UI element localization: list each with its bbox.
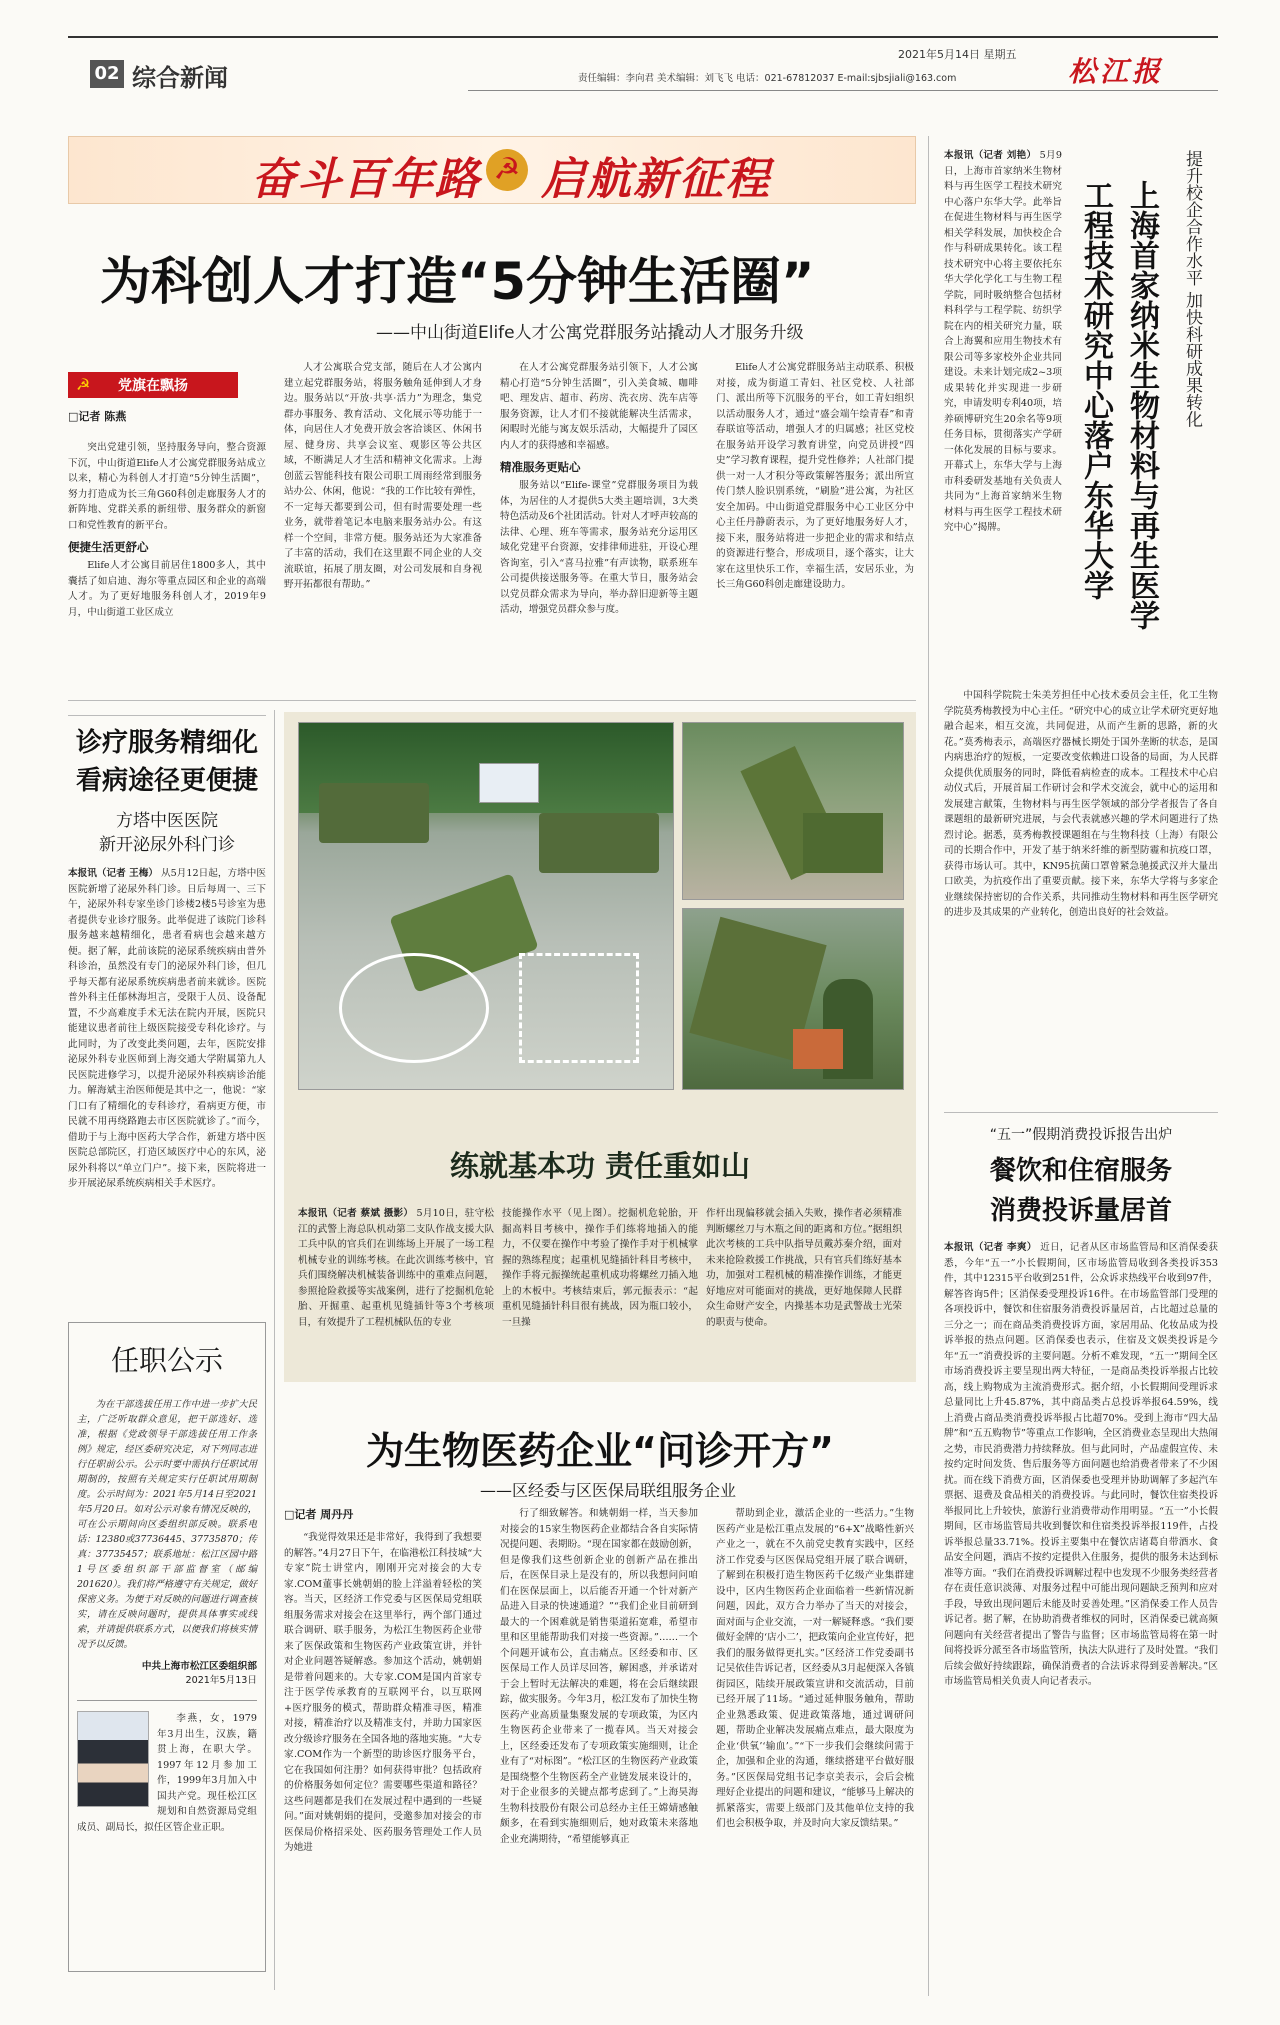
military-headline: 练就基本功 责任重如山 (449, 1149, 751, 1183)
banner-slogan-left: 奋斗百年路 (251, 154, 481, 205)
clinic-text: 从5月12日起，方塔中医医院新增了泌尿外科门诊。日后每周一、三下午，泌尿外科专家坐诊门诊楼2楼5号诊室为患者提供专业诊疗服务。此举促进了该院门诊科服务越来越精细化，患者看病也会越来越方便。据了解，此前该院的泌尿系统疾病由普外科诊治，虽然没有专门的泌尿外科门诊，但几乎每天都有泌尿系统疾病患者前来就诊。医院普外科主任郁林海坦言，受限于人员、设备配置，不少高难度手术无法在院内开展，医院只能建议患者前往上级医院接受专科化诊疗。与此同时，为了改变此类问题，去年，医院安排泌尿外科专业医师到上海交通大学附属第九人民医院进修学习，以提升泌尿外科疾病诊治能力。解海斌主治医师便是其中之一，他说：“家门口有了精细化的专科诊疗，看病更方便，市民就不用再绕路跑去市区医院就诊了。”而今，借助于与上海中医药大学合作，新建方塔中医医院总部院区，打造区域医疗中心的东风，泌尿外科将以“单立门户”。接下来，医院将进一步开展泌尿系统疾病相关手术医疗。 (68, 868, 266, 1189)
lead-subhead-1: 便捷生活更舒心 (68, 540, 149, 554)
masthead-logo: 松江报 (1068, 55, 1165, 88)
section-tag (68, 372, 238, 398)
clinic-byline: 本报讯（记者 王梅） (68, 868, 158, 879)
appointment-title: 任职公示 (110, 1344, 223, 1377)
section-title: 综合新闻 (132, 64, 228, 92)
nano-headline: 上海首家纳米生物材料与再生医学工程技术研究中心落户东华大学 (1078, 180, 1159, 630)
complaint-byline: 本报讯（记者 李爽） (944, 1242, 1037, 1253)
party-flag-icon: ☭ (76, 375, 91, 394)
party-emblem-icon: ☭ (486, 149, 528, 191)
military-byline: 本报讯（记者 蔡斌 摄影） (298, 1208, 414, 1219)
bio-column-3: 帮助到企业，激活企业的一些活力。”生物医药产业是松江重点发展的“6+X”战略性新兴产业之一，就在不久前党史教育实践中，区经济工作党委与区医保局党组开展了联合调研，了解到在积极打造生物医药千亿级产业集群建设中，区内生物医药企业面临着一些新情况新问题，因此，双方合力举办了当天的对接会，面对面与企业交流，一对一解疑释惑。“我们要做好金牌的‘店小二’，把政策向企业宣传好，把我们的服务做得更扎实。”区经济工作党委副书记吴依佳告诉记者，区经委从3月起便深入各镇街园区，陆续开展政策宣讲和交流活动，目前已经开展了11场。“通过延伸服务触角，帮助企业熟悉政策、促进政策落地，通过调研问题，帮助企业解决发展痛点难点，最大限度为企业‘供氧’‘输血’。”“下一步我们会继续问需于企，加强和企业的沟通，继续搭建平台做好服务。”区医保局党组书记李京美表示，会后会梳理好企业提出的问题和建议，“能够马上解决的抓紧落实，需要上级部门及其他单位支持的我们也会积极争取，并及时向大家反馈结果。” (716, 1508, 914, 1829)
lead-subtitle: ——中山街道Elife人才公寓党群服务站撬动人才服务升级 (376, 323, 804, 343)
bio-column-2: 行了细致解答。和姚朝娟一样，当天参加对接会的15家生物医药企业都结合各自实际情况提问题、表期盼。“现在国家都在鼓励创新，但是像我们这些创新企业的创新产品在推出后，在医保目录上是没有的，所以我想问问咱们在医保层面上，以后能否开通一个针对新产品进入目录的快速通道？”“我们企业目前研到最大的一个困难就是销售渠道拓宽难，希望市里和区里能帮助我们对接一些资源。”……一个个问题开诚布公，直击痛点。区经委和市、区医保局工作人员详尽回答，解困惑，并承诺对于会上暂时无法解决的难题，将在会后继续跟踪，做实服务。今年3月，松江发布了加快生物医药产业高质量集聚发展的专项政策，为区内生物医药企业带来了一揽春风。当天对接会上，区经委还发布了专项政策实施细则，让企业有了“对标图”。“松江区的生物医药产业政策是围绕整个生物医药全产业链发展来设计的，对于企业很多的关键点都考虑到了。”上海昊海生物科技股份有限公司总经办主任王嫦婧感触颇多，在看到实施细则后，她对政策未来落地企业充满期待，“希望能够真正 (500, 1508, 698, 1845)
lead-byline: □记者 陈燕 (68, 410, 127, 423)
appointment-signer: 中共上海市松江区委组织部 (141, 1661, 257, 1672)
lead-column-3b: 服务站以“Elife-课堂”党群服务项目为载体，为居住的人才提供5大类主题培训，3大类特色活动及6个社团活动。针对人才呼声较高的法律、心理、班车等需求，服务站充分运用区域化党建平台资源，安排律师进驻，开设心理咨询室，引入“喜马拉雅”有声读物，联系班车公司提供接送服务等。在重大节日，服务站会以党员群众需求为导向，举办辞旧迎新等主题活动，增强党员群众参与度。 (500, 480, 698, 615)
lead-column-1b: Elife人才公寓目前居住1800多人，其中囊括了如启迪、海尔等重点园区和企业的高端人才。为了更好地服务科创人才，2019年9月，中山街道工业区成立 (68, 560, 266, 618)
crane-photo (682, 722, 904, 900)
clinic-subtitle-1: 方塔中医医院 (116, 811, 218, 831)
header (68, 24, 1218, 94)
complaint-text: 近日，记者从区市场监管局和区消保委获悉，今年“五一”小长假期间，区市场监管局收到各类投诉353件，其中12315平台收到251件，公众诉求热线平台收到97件，解答咨询5件；区消保委受理投诉16件。在市场监管部门受理的各项投诉中，餐饮和住宿服务消费投诉量居首，占比超过总量的三分之一；而在商品类消费投诉方面，家居用品、化妆品成为投诉举报的热点问题。区消保委也表示，住宿及文娱类投诉是今年“五一”消费投诉的主要问题。分析不难发现，“五一”期间全区市场消费投诉主要呈现出两大特征，一是商品类投诉举报占比较高，线上购物成为主流消费形式。据介绍，小长假期间受理诉求总量同比上升45.87%，其中商品类占总投诉举报64.59%，线上消费占商品类消费投诉举报占比超70%。受到上海市“四大品牌”和“五五购物节”等重点工作影响，全区消费业态呈现出大热闹之势，市民消费潜力持续释放。但与此同时，产品虚假宣传、未按约定时间发货、售后服务等方面问题也给消费者带来了不少困扰。而在线下消费方面，区消保委也受理并协助调解了多起汽车票据、退费及食品相关的消费投诉。与此同时，餐饮住宿类投诉举报同比上升较快，旅游行业消费带动作用明显。“五一”小长假期间，区市场监管局共收到餐饮和住宿类投诉举报119件，占投诉举报总量33.71%。投诉主要集中在餐饮店诸葛自带酒水、食品安全问题，酒店不按约定提供入住服务，提供的服务未达到标准等方面。“我们在消费投诉调解过程中也发现不少服务类经营者存在责任意识淡薄、对服务过程中可能出现问题缺乏预判和应对手段，导致出现问题后未能及时妥善处理。”区消保委工作人员告诉记者。据了解，在协助消费者维权的同时，区消保委已就高频问题向有关经营者提出了警告与监督；区市场监管局将在第一时间将投诉分派至各市场监管所，执法大队进行了及时处置。“我们后续会做好持续跟踪，确保消费者的合法诉求得到妥善解决。”区市场监管局相关负责人向记者表示。 (944, 1242, 1218, 1687)
lead-column-4: Elife人才公寓党群服务站主动联系、积极对接，成为街道工青妇、社区党校、人社部门、派出所等下沉服务的平台，如工青妇组织以活动服务人才，通过“盛会端午绘青春”和青春联谊等活动，增强人才的归属感；社区党校在服务站开设学习教育讲堂，向党员讲授“四史”学习教育课程，提升党性修养；人社部门提供一对一人才积分等政策解答服务；派出所宣传门禁人脸识别系统，“刷脸”进公寓，为社区安全加码。中山街道党群服务中心工业区分中心主任丹静蔚表示，为了更好地服务好人才，接下来，服务站将进一步把企业的需求和结点的资源进行整合，形成项目，逐个落实，让大家在这里快乐工作，幸福生活，安居乐业，为长三角G60科创走廊建设助力。 (716, 362, 914, 590)
soldier-operation-photo (682, 908, 904, 1090)
complaint-pretitle: “五一”假期消费投诉报告出炉 (989, 1127, 1173, 1143)
military-column-3: 作杆出现偏移就会插入失败，操作者必须精准判断螺丝刀与木瓶之间的距离和方位。”据组织此次考核的工兵中队指导员戴苏秦介绍，面对未来抢险救援工作挑战，只有官兵们练好基本功，加强对工程机械的精准操作训练，才能更好地应对可能面对的挑战，更好地保障人民群众生命财产安全，内操基本功是武警战士光荣的职责与使命。 (706, 1208, 902, 1328)
appointment-text: 为在干部选拔任用工作中进一步扩大民主，广泛听取群众意见，把干部选好、选准，根据《党政领导干部选拔任用工作条例》规定，经区委研究决定，对下列同志进行任职前公示。公示时要中需执行任职试用期制的，按照有关规定实行任职试用期制度。公示时间为：2021年5月14日至2021年5月20日。如对公示对象有情况反映的，可在公示期间向区委组织部反映。联系电话：12380或37736445、37735870；传真：37735457；联系地址：松江区园中路1号区委组织部干部监督室（邮编201620）。我们将严格遵守有关规定，做好保密义务。为便于对反映的问题进行调查核实，请在反映问题时，提供具体事实或线索，并请提供联系方式，以便我们将核实情况予以反馈。 (77, 1399, 257, 1650)
bio-byline: □记者 周丹丹 (284, 1508, 354, 1521)
military-text-1: 5月10日，驻守松江的武警上海总队机动第二支队作战支援大队工兵中队的官兵们在训练场上开展了一场工程机械专业的训练考核。在此次训练考核中，官兵们围绕解决机械装备训练中的重难点问题，参照抢险救援等实战案例，进行了挖掘机危轮胎、开掘重、起重机见缝插针等3个考核项目，有效提升了工程机械队伍的专业 (298, 1208, 494, 1328)
lead-headline: 为科创人才打造“5分钟生活圈” (100, 253, 815, 312)
complaint-headline-1: 餐饮和住宿服务 (989, 1156, 1172, 1186)
photo-feature (284, 712, 916, 1382)
military-column-2: 技能操作水平（见上图）。挖掘机危轮胎，开掘高料目考核中，操作手们练将地插入的能力，不仅要在操作中考验了操作手对于机械掌握的熟练程度；起重机见缝插针科目考核中，操作手将元振操统起重机成功将螺丝刀插入地上的木板中。考核结束后，郭元振表示：“起重机见缝插针科目很有挑战，因为瓶口较小，一旦操 (502, 1208, 698, 1328)
appointment-date: 2021年5月13日 (185, 1675, 257, 1686)
page-number: 02 (90, 60, 124, 88)
theme-banner (68, 136, 916, 204)
lead-subhead-2: 精准服务更贴心 (500, 460, 581, 474)
candidate-portrait (77, 1711, 149, 1807)
clinic-subtitle-2: 新开泌尿外科门诊 (99, 835, 235, 855)
clinic-headline-2: 看病途径更便捷 (75, 766, 258, 796)
clinic-headline-1: 诊疗服务精细化 (75, 728, 258, 758)
nano-byline: 本报讯（记者 刘艳） (944, 150, 1037, 161)
bio-column-1: “我觉得效果还是非常好，我得到了我想要的解答。”4月27日下午，在临港松江科技城“大专家”院士讲堂内，刚刚开完对接会的大专家.COM董事长姚朝娟的脸上洋溢着轻松的笑容。当天，区经济工作党委与区医保局党组联组服务需求对接会在这里举行，两个部门通过联合调研、联手服务，为松江生物医药企业带来了医保政策和生物医药产业政策宣讲，并针对企业问题答疑解惑。参加这个活动，姚朝娟是带着问题来的。大专家.COM是国内首家专注于医学传承教育的互联网平台，以互联网+医疗服务的模式，帮助群众精准寻医，精准对接，精准治疗以及精准支付，并助力国家医改分级诊疗服务在全国各地的落地实施。“大专家.COM作为一个新型的助诊医疗服务平台，它在我国如何注册？如何获得审批？包括政府的价格服务如何定位？需要哪些渠道和路径？这些问题都是我们在发展过程中遇到的一些疑问。”面对姚朝娟的提问，受邀参加对接会的市医保局价格招采处、医药服务管理处工作人员为她进 (284, 1532, 482, 1853)
header-editors: 责任编辑：李向君 美术编辑：刘飞飞 电话：021-67812037 E-mail:sjbsjiali@163.com (578, 73, 957, 84)
clinic-body (68, 866, 266, 1192)
banner-slogan-right: 启航新征程 (541, 154, 771, 205)
complaint-body (944, 1240, 1218, 1690)
bio-headline: 为生物医药企业“问诊开方” (366, 1429, 834, 1473)
bio-subtitle: ——区经委与区医保局联组服务企业 (480, 1481, 737, 1500)
nano-text-1: 5月9日，上海市首家纳米生物材料与再生医学工程技术研究中心落户东华大学。此举旨在促进生物材料与再生医学相关学科发展，加快校企合作与科研成果转化。该工程技术研究中心将主要依托东华大学化学化工与生物工程学院，同时吸纳整合包括材料科学与工程学院、纺织学院在内的相关研究力量，联合上海翼和应用生物技术有限公司等多家校外企业共同建设。未来计划完成2~3项成果转化并实现进一步研究，申请发明专利40项，培养硕博研究生20余名等9项任务目标，贯彻落实产学研一体化发展的目标与要求。开幕式上，东华大学与上海市科委研发基地有关负责人共同为“上海首家纳米生物材料与再生医学工程技术研究中心”揭牌。 (944, 150, 1062, 533)
lead-column-2: 人才公寓联合党支部，随后在人才公寓内建立起党群服务站，将服务触角延伸到人才身边。服务站以“开放·共享·活力”为理念，集党群办事服务、教育活动、文化展示等功能于一体，向居住人才免费开放会客洽谈区、休闲书屋、健身房、共享会议室、观影区等公共区域，不断满足人才生活和精神文化需求。上海创蓝云智能科技有限公司职工周雨经常到服务站办公、休闲，他说：“我的工作比较有弹性，不一定每天都要到公司，但有时需要处理一些业务，就带着笔记本电脑来服务站办公。有这样一个空间，非常方便。服务站还为大家准备了丰富的活动，我们在这里跟不同企业的人交流联谊，拓展了朋友圈，对公司发展和自身视野开拓都很有帮助。” (284, 362, 482, 590)
nano-byline-text (944, 148, 1062, 536)
excavator-training-photo (298, 722, 674, 1090)
military-column-1 (298, 1206, 494, 1330)
lead-column-1: 突出党建引领，坚持服务导向，整合资源下沉，中山街道Elife人才公寓党群服务站成立以来，精心为科创人才打造“5分钟生活圈”，努力打造成为长三角G60科创走廊服务人才的新阵地、党群关系的新纽带、服务群众的新窗口和党性教育的新平台。 (68, 442, 266, 531)
complaint-headline-2: 消费投诉量居首 (989, 1196, 1172, 1226)
header-date: 2021年5月14日 星期五 (898, 48, 1017, 61)
nano-text-2: 中国科学院院士朱美芳担任中心技术委员会主任，化工生物学院莫秀梅教授为中心主任。“研究中心的成立让学术研究更好地融合起来，相互交流，共同促进，从而产生新的思路，新的火花。”莫秀梅表示，高端医疗器械长期处于国外垄断的状态，是国内病患治疗的短板，一定要改变依赖进口设备的局面，为人民群众提供优质服务的同时，降低看病检查的成本。工程技术中心启动仪式后，开展首届工作研讨会和学术交流会，就中心的运用和发展建言献策，生物材料与再生医学领域的部分学者报告了各自课题组的最新研究进展，与会代表就感兴趣的学术问题进行了热烈讨论。据悉，莫秀梅教授课题组在与生物科技（上海）有限公司的长期合作中，开发了基于纳米纤维的新型防霾和抗疫口罩，获得市场认可。其中，KN95抗菌口罩曾紧急驰援武汉并大量出口欧美，为抗疫作出了重要贡献。接下来，东华大学将与多家企业继续保持密切的合作关系，共同推动生物材料和再生医学研究的进步及其成果的产业转化，创造出良好的社会效益。 (944, 690, 1218, 918)
nano-pretitle: 提升校企合作水平 加快科研成果转化 (1182, 150, 1202, 428)
candidate-bio: 李燕，女，1979年3月出生，汉族，籍贯上海，在职大学。1997年12月参加工作，1999年3月加入中国共产党。现任松江区规划和自然资源局党组成员、副局长，拟任区管企业正职。 (77, 1713, 257, 1833)
appointment-box (68, 1322, 266, 1972)
lead-column-3: 在人才公寓党群服务站引领下，人才公寓精心打造“5分钟生活圈”，引入美食城、咖啡吧、理发店、超市、药房、洗衣房、洗车店等服务资源，让人才们不接就能解决生活需求，闲暇时光能与寓友娱乐活动，大幅提升了园区内人才的获得感和幸福感。 (500, 362, 698, 451)
section-tag-label: 党旗在飘扬 (118, 378, 188, 394)
